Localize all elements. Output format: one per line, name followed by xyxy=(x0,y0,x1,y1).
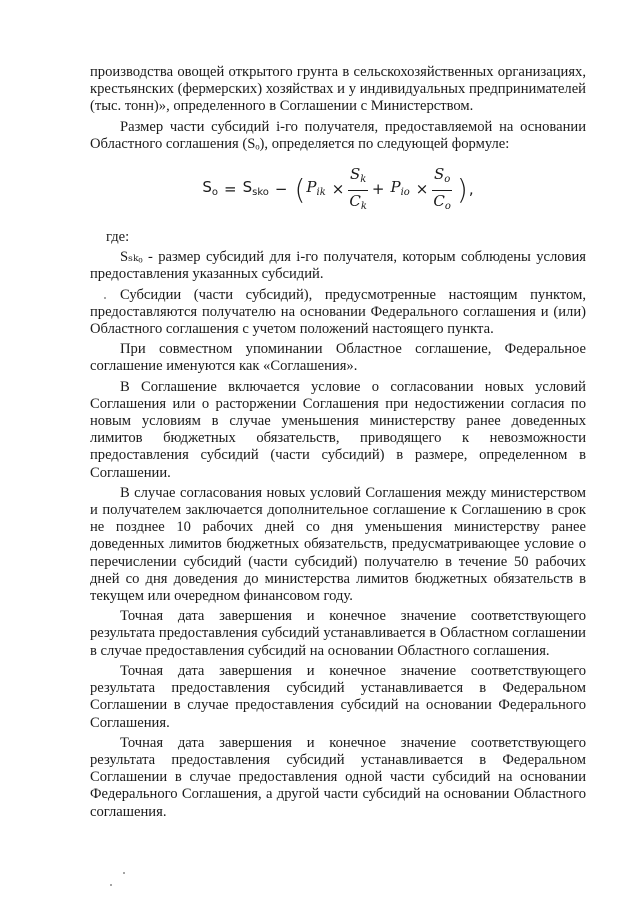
scan-speck xyxy=(123,872,125,874)
formula-comma: , xyxy=(468,180,474,199)
paragraph-1: производства овощей открытого грунта в сельскохозяйственных организациях, крестьянских (фермерских) хозяйствах и у индивидуальных предпринимателей (тыс. тонн)», определенного в Соглашении с Министерством. xyxy=(90,64,586,115)
paragraph-3 xyxy=(90,249,586,283)
scan-speck xyxy=(104,297,106,299)
formula-p-ik: $P_{ik}$ xyxy=(306,177,326,198)
paragraph-4: Субсидии (части субсидий), предусмотренные настоящим пунктом, предоставляются получателю на основании Федерального соглашения и (или) Областного соглашения с учетом положений настоящего пункта. xyxy=(90,286,586,338)
paragraph-10: Точная дата завершения и конечное значение соответствующего результата предоставления субсидий устанавливается в Федеральном Соглашении в случае предоставления одной части субсидий на основании Федерального Соглашения, а другой части субсидий на основании Областного соглашения. xyxy=(90,734,586,820)
paragraph-3-text: - размер субсидий для i-го получателя, которым соблюдены условия предоставления указанных субсидий. xyxy=(90,249,586,283)
scan-speck xyxy=(110,884,112,886)
subsidy-formula xyxy=(90,157,586,223)
formula-close-paren: ) xyxy=(456,173,468,207)
formula-term-sko: $S_{sko}$ xyxy=(242,177,269,198)
paragraph-8: Точная дата завершения и конечное значение соответствующего результата предоставления субсидий устанавливается в Областном соглашении в случае предоставления субсидий на основании Областного соглашения. xyxy=(90,608,586,659)
document-page xyxy=(90,64,586,824)
formula-times-2: × xyxy=(415,180,429,199)
paragraph-7: В случае согласования новых условий Соглашения между министерством и получателем заключается дополнительное соглашение к Соглашению в срок не позднее 10 рабочих дней со дня уменьшения министерству ранее доведенных лимитов бюджетных обязательств, предусматривающее условие о перечислении субсидий (части субсидий) получателю в течение 50 рабочих дней со дня доведения до министерства лимитов бюджетных обязательств в текущем или очередном финансовом году. xyxy=(90,484,586,605)
paragraph-2: Размер части субсидий i-го получателя, предоставляемой на основании Областного соглашения (Sₒ), определяется по следующей формуле: xyxy=(90,118,586,152)
formula-plus: + xyxy=(371,180,385,199)
paragraph-5: При совместном упоминании Областное соглашение, Федеральное соглашение именуются как «Соглашения». xyxy=(90,341,586,375)
formula-fraction-so-co: $\frac{S_o}{C_o}$ xyxy=(433,164,451,212)
formula-fraction-sk-ck: $\frac{S_k}{C_k}$ xyxy=(349,164,367,212)
formula-equals: = xyxy=(224,180,237,199)
paragraph-6: В Соглашение включается условие о согласовании новых условий Соглашения или о расторжении Соглашения при недостижении согласия по новым условиям в случае уменьшения министерству ранее доведенных лимитов бюджетных обязательств, приводящего к невозможности предоставления субсидий (части субсидий) в размере, определенном в Соглашении. xyxy=(90,378,586,481)
term-s-sko: Sₛₖₒ xyxy=(120,249,143,266)
formula-p-io: $P_{io}$ xyxy=(390,177,410,198)
paragraph-9: Точная дата завершения и конечное значение соответствующего результата предоставления субсидий устанавливается в Федеральном Соглашении в случае предоставления субсидий на основании Федерального Соглашения. xyxy=(90,662,586,731)
formula-times-1: × xyxy=(331,180,345,199)
formula-minus: − xyxy=(274,180,288,199)
formula-lhs: $S_o$ xyxy=(202,177,219,198)
formula-open-paren: ( xyxy=(294,173,306,207)
where-label: где: xyxy=(106,229,130,246)
